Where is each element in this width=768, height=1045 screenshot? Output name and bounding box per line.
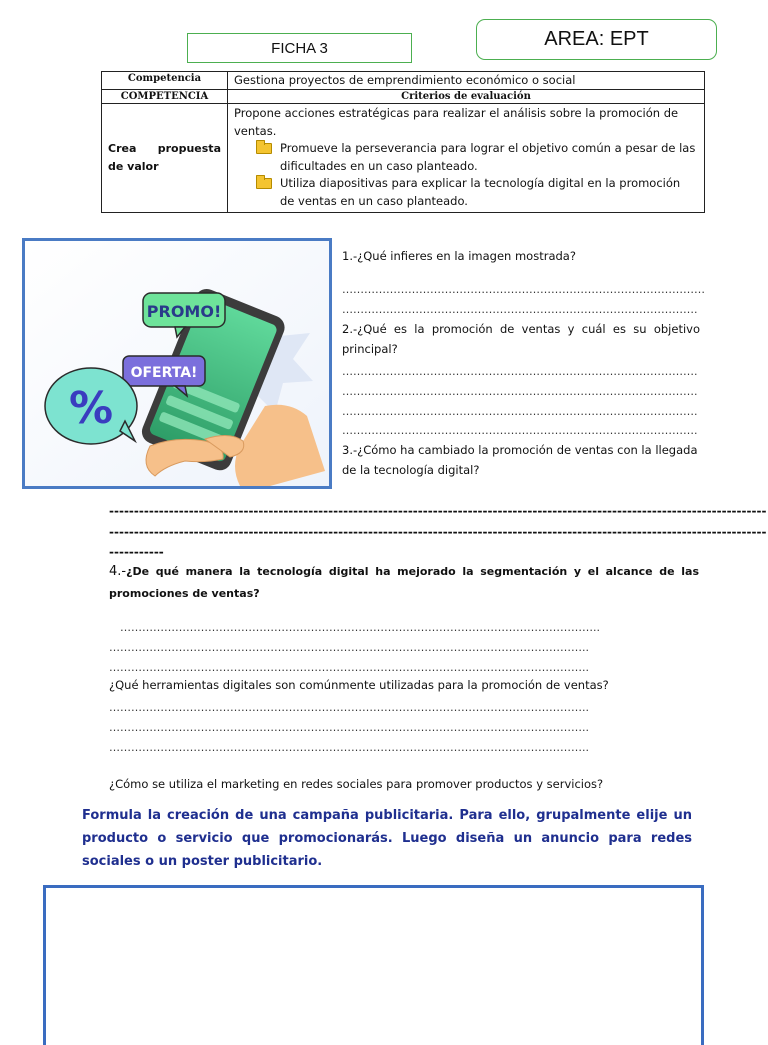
competencia-header: COMPETENCIA — [102, 90, 228, 104]
criterios-header: Criterios de evaluación — [228, 90, 705, 104]
promo-text: PROMO! — [146, 302, 222, 321]
answer-line: ……………………………………………………………………………………. — [342, 303, 698, 316]
question-1: 1.-¿Qué infieres en la imagen mostrada? — [342, 249, 576, 263]
table-row — [102, 90, 705, 104]
criteria-intro: Propone acciones estratégicas para realizar el análisis sobre la promoción de ventas. — [234, 106, 679, 138]
criteria-item-2: Utiliza diapositivas para explicar la tecnología digital en la promoción de ventas en un caso planteado. — [280, 176, 681, 208]
crea-propuesta-cell: Crea propuesta de valor — [102, 104, 228, 213]
question-5: ¿Qué herramientas digitales son comúnmente utilizadas para la promoción de ventas? — [109, 678, 609, 692]
question-6: ¿Cómo se utiliza el marketing en redes sociales para promover productos y servicios? — [109, 777, 604, 791]
question-4-text: ¿De qué manera la tecnología digital ha mejorado la segmentación y el alcance de las promociones de ventas? — [109, 565, 699, 600]
competencia-label: Competencia — [102, 72, 228, 90]
answer-line: ------------------------------------------------------------------------------------------------------------------------------------ — [109, 504, 767, 518]
answer-line: ……………………………………………………………………………………. — [342, 365, 698, 378]
question-3: 3.-¿Cómo ha cambiado la promoción de ventas con la llegada de la tecnología digital? — [342, 443, 698, 477]
ficha-label: FICHA 3 — [187, 33, 412, 63]
answer-line: ………………………………………………………………………………………………………………….. — [109, 701, 589, 714]
promo-illustration — [22, 238, 332, 489]
question-4 — [109, 561, 699, 605]
table-row — [102, 72, 705, 90]
answer-line: ------------------------------------------------------------------------------------------------------------------------------------ — [109, 525, 767, 539]
answer-line: ………………………………………………………………………………………………………………….. — [109, 741, 589, 754]
percent-bubble-icon — [45, 368, 137, 444]
competencia-value: Gestiona proyectos de emprendimiento económico o social — [228, 72, 705, 90]
answer-line: ……………………………………………………………………………………… — [342, 283, 705, 296]
answer-line: ………………………………………………………………………………………………………………….. — [120, 621, 600, 634]
answer-line: ……………………………………………………………………………………. — [342, 385, 698, 398]
answer-line: ………………………………………………………………………………………………………………….. — [109, 661, 589, 674]
answer-line: ………………………………………………………………………………………………………………….. — [109, 641, 589, 654]
answer-line: ----------- — [109, 545, 164, 559]
oferta-text: OFERTA! — [130, 365, 198, 381]
percent-text: % — [68, 383, 114, 434]
table-row — [102, 104, 705, 213]
answer-line: ……………………………………………………………………………………. — [342, 405, 698, 418]
answer-line: ……………………………………………………………………………………. — [342, 424, 698, 437]
phone-promo-illustration — [25, 241, 329, 486]
campaign-task: Formula la creación de una campaña publicitaria. Para ello, grupalmente elije un producto o servicio que promocionarás. Luego diseña un anuncio para redes sociales o un poster publicitario. — [82, 808, 692, 869]
criteria-item-1: Promueve la perseverancia para lograr el objetivo común a pesar de las dificultades en un caso planteado. — [280, 141, 696, 173]
area-label: AREA: EPT — [476, 19, 717, 60]
question-4-number: 4.- — [109, 564, 127, 579]
folder-icon — [256, 143, 272, 154]
list-item — [234, 175, 698, 210]
competency-table — [101, 71, 705, 213]
list-item — [234, 140, 698, 175]
folder-icon — [256, 178, 272, 189]
criteria-cell — [228, 104, 705, 213]
poster-answer-box[interactable] — [43, 885, 704, 1045]
answer-line: ………………………………………………………………………………………………………………….. — [109, 721, 589, 734]
question-2: 2.-¿Qué es la promoción de ventas y cuál es su objetivo principal? — [342, 322, 700, 356]
